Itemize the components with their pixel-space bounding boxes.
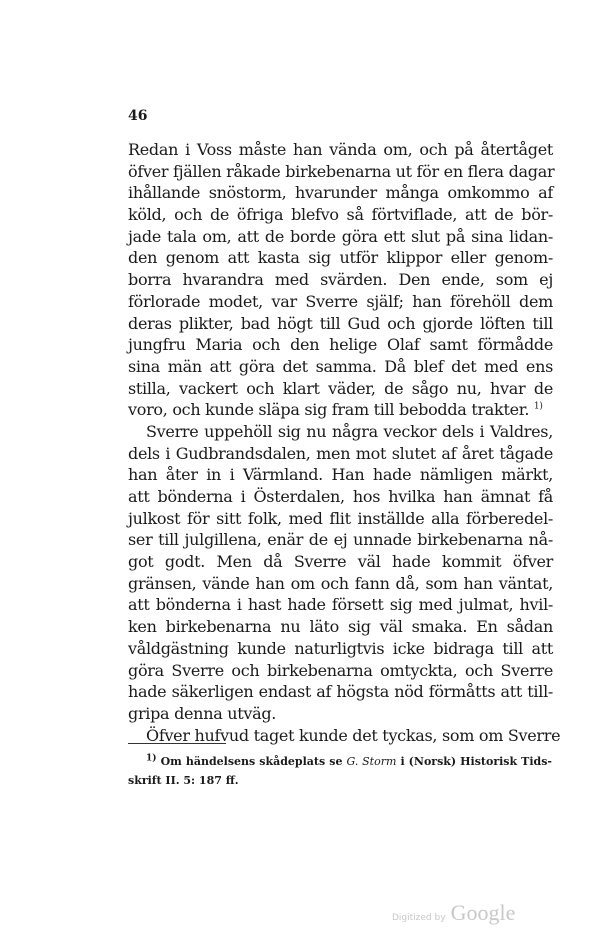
text-line: sina män att göra det samma. Då blef det med ens [128, 356, 553, 376]
watermark-brand: Google [450, 900, 516, 925]
footnote-divider [128, 743, 226, 744]
footnote-line [128, 752, 552, 771]
text-line: göra Sverre och birkebenarna omtyckta, och Sverre [128, 660, 553, 680]
text-line: gränsen, vände han om och fann då, som han väntat, [128, 573, 553, 593]
text-line: Redan i Voss måste han vända om, och på återtåget [128, 140, 553, 159]
text-line: deras plikter, bad högt till Gud och gjorde löften till [128, 313, 553, 333]
text-line: ken birkebenarna nu läto sig väl smaka. En sådan [128, 617, 553, 637]
text-line: han åter in i Värmland. Han hade nämligen märkt, [128, 465, 553, 485]
text-line-content: voro, och kunde släpa sig fram till bebodda trakter. [128, 400, 530, 420]
text-line: jade tala om, att de borde göra ett slut på sina lidan- [128, 226, 553, 246]
digitization-watermark [392, 900, 515, 926]
footnote-text: i (Norsk) Historisk Tids- [400, 755, 552, 768]
text-line: julkost för sitt folk, med flit inställde alla förberedel- [128, 508, 553, 528]
watermark-prefix: Digitized by [392, 913, 446, 923]
text-line: gripa denna utväg. [128, 703, 277, 723]
text-line: ser till julgillena, enär de ej unnade birkebenarna nå- [128, 530, 553, 550]
footnote-reference: 1) [533, 401, 543, 412]
text-line: Öfver hufvud taget kunde det tyckas, som om Sverre [146, 725, 561, 745]
text-line: jungfru Maria och den helige Olaf samt förmådde [128, 335, 553, 355]
text-line: köld, och de öfriga blefvo så förtviflade, att de bör- [128, 205, 553, 225]
footnote-text: Om händelsens skådeplats se [160, 755, 343, 768]
text-line: den genom att kasta sig utför klippor eller genom- [128, 248, 553, 268]
text-line: ihållande snöstorm, hvarunder många omkommo af [128, 183, 553, 203]
text-line: att bönderna i hast hade försett sig med julmat, hvil- [128, 595, 553, 615]
body-text [128, 139, 561, 746]
footnote [128, 752, 552, 790]
text-line: förlorade modet, var Sverre själf; han förehöll dem [128, 291, 553, 311]
text-line: Sverre uppehöll sig nu några veckor dels i Valdres, [146, 421, 553, 441]
text-line: dels i Gudbrandsdalen, men mot slutet af året tågade [128, 443, 553, 463]
text-line: våldgästning kunde naturligtvis icke bidraga till att [128, 638, 553, 658]
page-number: 46 [128, 108, 148, 124]
footnote-author: G. Storm [346, 755, 397, 768]
text-line: hade säkerligen endast af högsta nöd förmåtts att till- [128, 682, 553, 702]
text-line: stilla, vackert och klart väder, de sågo nu, hvar de [128, 378, 553, 398]
footnote-line: skrift II. 5: 187 ff. [128, 774, 239, 787]
text-line: got godt. Men då Sverre väl hade kommit öfver [128, 552, 553, 572]
text-line: öfver fjällen råkade birkebenarna ut för en flera dagar [128, 161, 555, 181]
text-line: att bönderna i Österdalen, hos hvilka han ämnat få [128, 487, 553, 506]
footnote-marker: 1) [146, 753, 157, 764]
text-line [128, 399, 553, 421]
text-line: borra hvarandra med svärden. Den ende, som ej [128, 270, 553, 290]
